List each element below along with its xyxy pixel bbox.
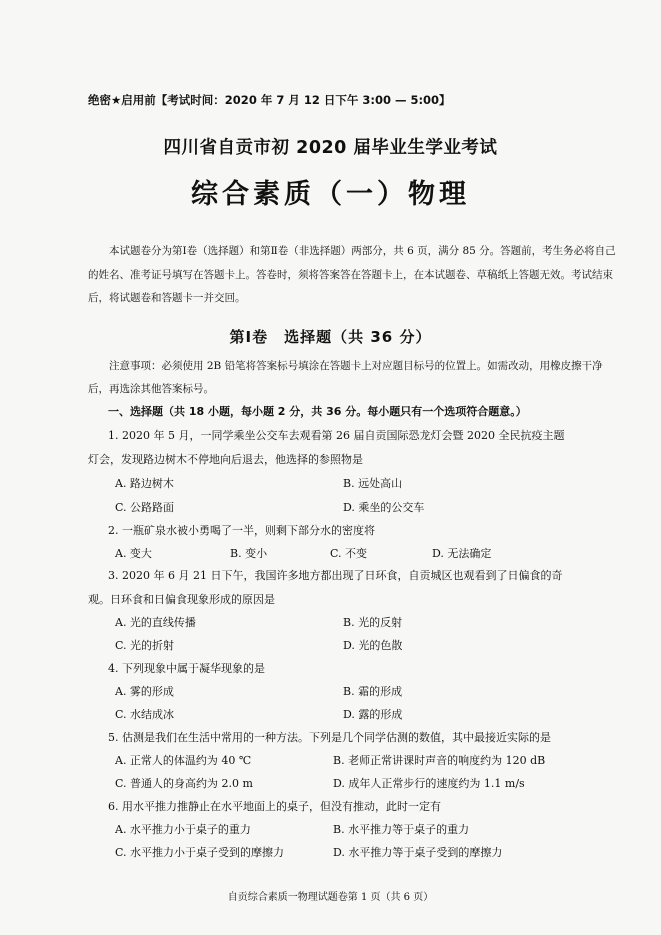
question-4-option-c: C. 水结成冰 <box>115 708 175 721</box>
question-4-stem: 4. 下列现象中属于凝华现象的是 <box>108 662 265 675</box>
notice-text: 注意事项：必须使用 2B 铅笔将答案标号填涂在答题卡上对应题目标号的位置上。如需改动，用橡皮擦干净后，再选涂其他答案标号。 <box>88 360 603 395</box>
question-4-option-d: D. 露的形成 <box>343 708 403 721</box>
question-3-stem: 3. 2020 年 6 月 21 日下午，我国许多地方都出现了日环食，自贡城区也观看到了日偏食的奇 <box>108 569 563 582</box>
question-6-option-a: A. 水平推力小于桌子的重力 <box>115 823 251 836</box>
question-5-stem: 5. 估测是我们在生活中常用的一种方法。下列是几个同学估测的数值，其中最接近实际的是 <box>108 731 551 744</box>
question-1-option-d: D. 乘坐的公交车 <box>343 501 425 514</box>
notice-paragraph <box>88 355 616 401</box>
question-5-option-d: D. 成年人正常步行的速度约为 1.1 m/s <box>333 777 525 790</box>
exam-title: 四川省自贡市初 2020 届毕业生学业考试 <box>163 138 498 158</box>
confidential-header: 绝密★启用前【考试时间：2020 年 7 月 12 日下午 3:00 — 5:00】 <box>88 93 451 107</box>
question-2-option-b: B. 变小 <box>230 547 268 560</box>
question-3-stem-cont: 观。日环食和日偏食现象形成的原因是 <box>88 593 275 606</box>
question-2-option-d: D. 无法确定 <box>432 547 492 560</box>
question-1-stem: 1. 2020 年 5 月，一同学乘坐公交车去观看第 26 届自贡国际恐龙灯会暨 2020 全民抗疫主题 <box>108 429 565 442</box>
question-3-option-b: B. 光的反射 <box>343 616 403 629</box>
question-5-option-a: A. 正常人的体温约为 40 ℃ <box>115 754 252 767</box>
part-title: 第Ⅰ卷 选择题（共 36 分） <box>229 328 432 346</box>
question-6-option-d: D. 水平推力等于桌子受到的摩擦力 <box>333 846 503 859</box>
question-2-stem: 2. 一瓶矿泉水被小勇喝了一半，则剩下部分水的密度将 <box>108 524 375 537</box>
question-1-option-c: C. 公路路面 <box>115 501 175 514</box>
question-1-option-b: B. 远处高山 <box>343 477 403 490</box>
question-3-option-d: D. 光的色散 <box>343 639 403 652</box>
question-3-option-c: C. 光的折射 <box>115 639 175 652</box>
question-6-stem: 6. 用水平推力推静止在水平地面上的桌子，但没有推动，此时一定有 <box>108 800 441 813</box>
page-footer: 自贡综合素质一物理试题卷第 1 页（共 6 页） <box>227 892 434 903</box>
question-6-option-b: B. 水平推力等于桌子的重力 <box>333 823 470 836</box>
section-heading: 一、选择题（共 18 小题，每小题 2 分，共 36 分。每小题只有一个选项符合题意。） <box>108 405 527 418</box>
question-5-option-b: B. 老师正常讲课时声音的响度约为 120 dB <box>333 754 546 767</box>
question-6-option-c: C. 水平推力小于桌子受到的摩擦力 <box>115 846 285 859</box>
question-3-option-a: A. 光的直线传播 <box>115 616 196 629</box>
question-5-option-c: C. 普通人的身高约为 2.0 m <box>115 777 253 790</box>
intro-text: 本试题卷分为第Ⅰ卷（选择题）和第Ⅱ卷（非选择题）两部分，共 6 页，满分 85 分。答题前，考生务必将自己的姓名、准考证号填写在答题卡上。答卷时，须将答案答在答题卡上，在本试题卷、草稿纸上答题无效。考试结束后，将试题卷和答题卡一并交回。 <box>88 245 616 304</box>
question-1-option-a: A. 路边树木 <box>115 477 174 490</box>
question-2-option-a: A. 变大 <box>115 547 152 560</box>
question-4-option-a: A. 雾的形成 <box>115 685 174 698</box>
question-2-option-c: C. 不变 <box>330 547 368 560</box>
subject-title: 综合素质（一）物理 <box>191 179 470 210</box>
question-1-stem-cont: 灯会，发现路边树木不停地向后退去，他选择的参照物是 <box>88 453 363 466</box>
intro-paragraph <box>88 240 616 311</box>
question-4-option-b: B. 霜的形成 <box>343 685 403 698</box>
